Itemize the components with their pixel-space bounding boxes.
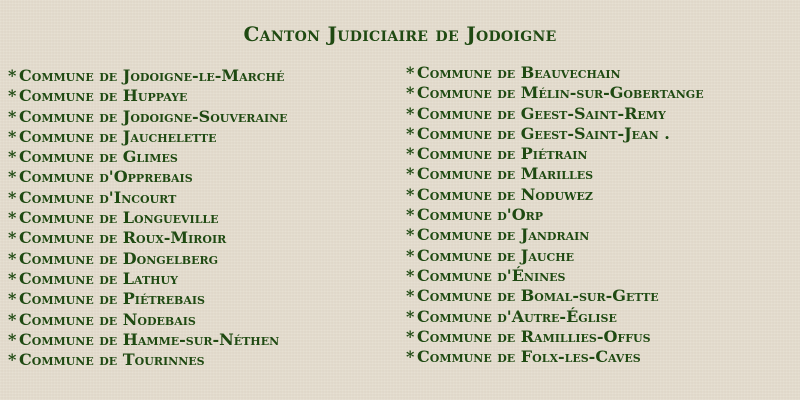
bullet-star: * bbox=[406, 245, 415, 265]
bullet-star: * bbox=[406, 164, 415, 184]
commune-list-item bbox=[406, 225, 704, 245]
commune-list-item bbox=[8, 269, 288, 289]
commune-list-item bbox=[8, 127, 288, 147]
bullet-star: * bbox=[8, 147, 17, 167]
commune-list-item bbox=[8, 208, 288, 228]
commune-name: Commune de Jauchelette bbox=[19, 126, 217, 146]
commune-name: Commune de Noduwez bbox=[417, 184, 593, 204]
commune-list-item bbox=[8, 66, 288, 86]
bullet-star: * bbox=[406, 347, 415, 367]
commune-name: Commune d'Opprebais bbox=[19, 167, 193, 187]
commune-name: Commune de Glimes bbox=[19, 147, 178, 167]
bullet-star: * bbox=[406, 144, 415, 164]
commune-name: Commune de Geest-Saint-Remy bbox=[417, 103, 666, 123]
commune-list-right bbox=[406, 63, 704, 367]
commune-name: Commune de Folx-les-Caves bbox=[417, 347, 641, 367]
commune-list-item bbox=[406, 164, 704, 184]
commune-name: Commune de Jodoigne-Souveraine bbox=[19, 106, 288, 126]
page-title: Canton Judiciaire de Jodoigne bbox=[243, 22, 557, 46]
bullet-star: * bbox=[8, 208, 17, 228]
commune-list-item bbox=[8, 228, 288, 248]
commune-name: Commune d'Orp bbox=[417, 205, 544, 225]
commune-name: Commune de Hamme-sur-Néthen bbox=[19, 329, 280, 349]
commune-name: Commune de Lathuy bbox=[19, 268, 178, 288]
bullet-star: * bbox=[406, 205, 415, 225]
commune-list-item bbox=[406, 83, 704, 103]
commune-list-item bbox=[8, 188, 288, 208]
commune-list-item bbox=[406, 205, 704, 225]
bullet-star: * bbox=[406, 63, 415, 82]
commune-list-item bbox=[406, 124, 704, 144]
commune-name: Commune de Dongelberg bbox=[19, 248, 219, 268]
commune-list-item bbox=[8, 310, 288, 330]
commune-list-item bbox=[8, 350, 288, 370]
bullet-star: * bbox=[8, 66, 17, 85]
bullet-star: * bbox=[8, 86, 17, 106]
commune-name: Commune de Geest-Saint-Jean . bbox=[417, 123, 670, 143]
commune-list-item bbox=[8, 289, 288, 309]
bullet-star: * bbox=[8, 268, 17, 288]
commune-list-item bbox=[406, 266, 704, 286]
commune-name: Commune d'Autre-Église bbox=[417, 306, 617, 326]
bullet-star: * bbox=[8, 329, 17, 349]
bullet-star: * bbox=[8, 248, 17, 268]
bullet-star: * bbox=[406, 306, 415, 326]
bullet-star: * bbox=[8, 187, 17, 207]
commune-name: Commune de Mélin-sur-Gobertange bbox=[417, 83, 704, 103]
commune-name: Commune de Bomal-sur-Gette bbox=[417, 286, 659, 306]
commune-name: Commune de Huppaye bbox=[19, 86, 188, 106]
commune-name: Commune de Ramillies-Offus bbox=[417, 326, 651, 346]
bullet-star: * bbox=[406, 326, 415, 346]
bullet-star: * bbox=[8, 167, 17, 187]
bullet-star: * bbox=[406, 123, 415, 143]
bullet-star: * bbox=[8, 228, 17, 248]
commune-name: Commune de Marilles bbox=[417, 164, 594, 184]
commune-list-item bbox=[8, 147, 288, 167]
commune-list-item bbox=[406, 104, 704, 124]
commune-name: Commune de Roux-Miroir bbox=[19, 228, 227, 248]
commune-name: Commune de Piétrebais bbox=[19, 289, 205, 309]
bullet-star: * bbox=[8, 350, 17, 370]
commune-name: Commune de Nodebais bbox=[19, 309, 196, 329]
bullet-star: * bbox=[406, 265, 415, 285]
commune-name: Commune de Jauche bbox=[417, 245, 574, 265]
commune-name: Commune de Longueville bbox=[19, 208, 219, 228]
bullet-star: * bbox=[8, 126, 17, 146]
commune-name: Commune de Piétrain bbox=[417, 144, 588, 164]
bullet-star: * bbox=[406, 225, 415, 245]
bullet-star: * bbox=[406, 286, 415, 306]
bullet-star: * bbox=[8, 289, 17, 309]
bullet-star: * bbox=[406, 184, 415, 204]
commune-name: Commune de Tourinnes bbox=[19, 350, 205, 370]
commune-list-item bbox=[8, 86, 288, 106]
commune-name: Commune de Beauvechain bbox=[417, 63, 621, 82]
bullet-star: * bbox=[406, 103, 415, 123]
commune-list-item bbox=[406, 144, 704, 164]
commune-list-item bbox=[8, 249, 288, 269]
commune-list-item bbox=[406, 63, 704, 83]
commune-list-item bbox=[8, 167, 288, 187]
commune-list-item bbox=[406, 246, 704, 266]
commune-list-item bbox=[406, 307, 704, 327]
commune-list-left bbox=[8, 66, 288, 370]
commune-list-item bbox=[406, 286, 704, 306]
commune-list-item bbox=[406, 327, 704, 347]
commune-list-item bbox=[406, 185, 704, 205]
bullet-star: * bbox=[8, 309, 17, 329]
commune-name: Commune d'Énines bbox=[417, 265, 566, 285]
commune-list-item bbox=[406, 347, 704, 367]
bullet-star: * bbox=[406, 83, 415, 103]
commune-list-item bbox=[8, 330, 288, 350]
commune-name: Commune d'Incourt bbox=[19, 187, 177, 207]
bullet-star: * bbox=[8, 106, 17, 126]
commune-name: Commune de Jodoigne-le-Marché bbox=[19, 66, 285, 85]
commune-name: Commune de Jandrain bbox=[417, 225, 590, 245]
commune-list-item bbox=[8, 107, 288, 127]
